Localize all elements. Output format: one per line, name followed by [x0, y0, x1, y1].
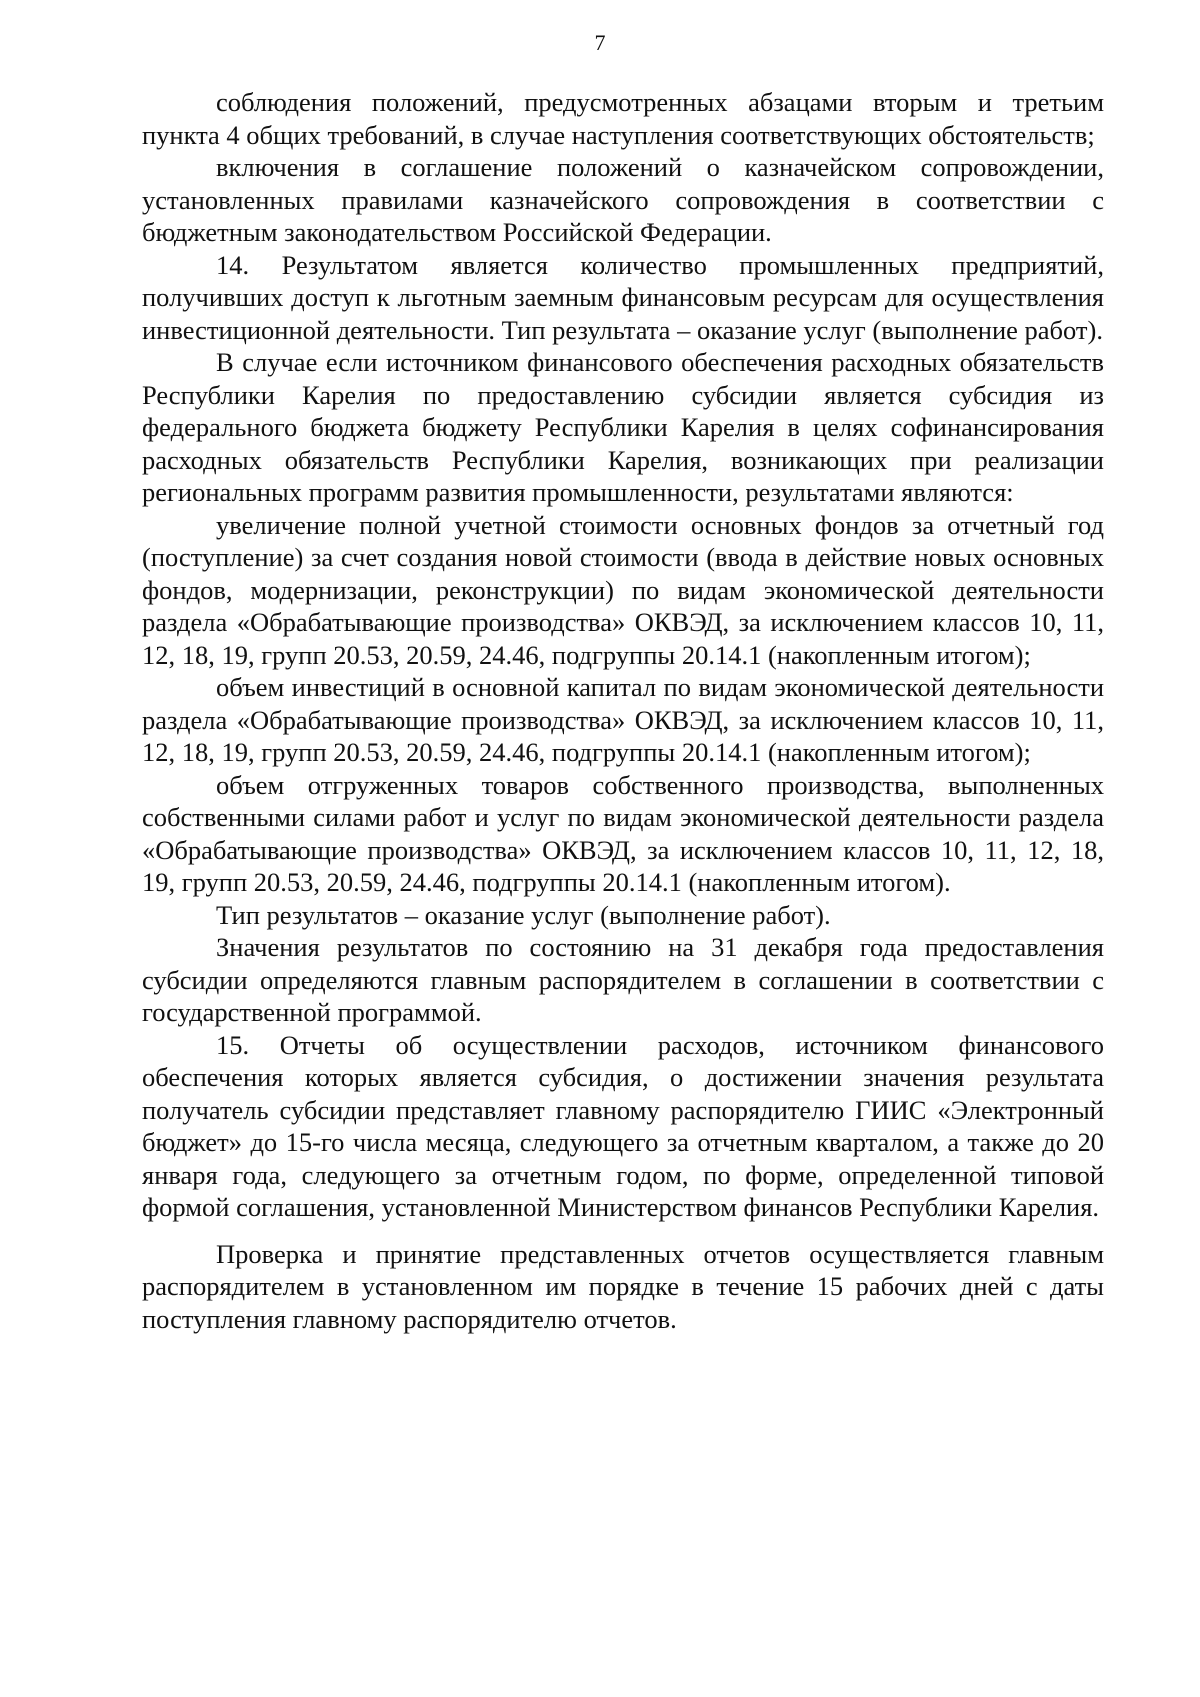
paragraph-10: 15. Отчеты об осуществлении расходов, источником финансового обеспечения которых является субсидия, о достижении значения результата получатель субсидии представляет главному распорядителю ГИИС «Электронный бюджет» до 15-го числа месяца, следующего за отчетным кварталом, а также до 20 января года, следующего за отчетным годом, по форме, определенной типовой формой соглашения, установленной Министерством финансов Республики Карелия. [142, 1029, 1104, 1222]
paragraph-2: включения в соглашение положений о казначейском сопровождении, установленных правилами казначейского сопровождения в соответствии с бюджетным законодательством Российской Федерации. [142, 152, 1104, 247]
document-body [142, 86, 1104, 1335]
paragraph-gap [142, 1224, 1104, 1238]
page-number: 7 [594, 30, 606, 55]
paragraph-1: соблюдения положений, предусмотренных абзацами вторым и третьим пункта 4 общих требований, в случае наступления соответствующих обстоятельств; [142, 87, 1104, 150]
paragraph-5: увеличение полной учетной стоимости основных фондов за отчетный год (поступление) за счет создания новой стоимости (ввода в действие новых основных фондов, модернизации, реконструкции) по видам экономической деятельности раздела «Обрабатывающие производства» ОКВЭД, за исключением классов 10, 11, 12, 18, 19, групп 20.53, 20.59, 24.46, подгруппы 20.14.1 (накопленным итогом); [142, 509, 1104, 670]
paragraph-7: объем отгруженных товаров собственного производства, выполненных собственными силами работ и услуг по видам экономической деятельности раздела «Обрабатывающие производства» ОКВЭД, за исключением классов 10, 11, 12, 18, 19, групп 20.53, 20.59, 24.46, подгруппы 20.14.1 (накопленным итогом). [142, 769, 1104, 897]
paragraph-8: Тип результатов – оказание услуг (выполнение работ). [216, 899, 831, 930]
paragraph-3: 14. Результатом является количество промышленных предприятий, получивших доступ к льготным заемным финансовым ресурсам для осуществления инвестиционной деятельности. Тип результата – оказание услуг (выполнение работ). [142, 249, 1104, 345]
paragraph-11: Проверка и принятие представленных отчетов осуществляется главным распорядителем в установленном им порядке в течение 15 рабочих дней с даты поступления главному распорядителю отчетов. [142, 1238, 1104, 1334]
paragraph-6: объем инвестиций в основной капитал по видам экономической деятельности раздела «Обрабатывающие производства» ОКВЭД, за исключением классов 10, 11, 12, 18, 19, групп 20.53, 20.59, 24.46, подгруппы 20.14.1 (накопленным итогом); [142, 672, 1104, 767]
paragraph-9: Значения результатов по состоянию на 31 декабря года предоставления субсидии определяются главным распорядителем в соглашении в соответствии с государственной программой. [142, 932, 1104, 1027]
paragraph-4: В случае если источником финансового обеспечения расходных обязательств Республики Карелия по предоставлению субсидии является субсидия из федерального бюджета бюджету Республики Карелия в целях софинансирования расходных обязательств Республики Карелия, возникающих при реализации региональных программ развития промышленности, результатами являются: [142, 347, 1104, 507]
